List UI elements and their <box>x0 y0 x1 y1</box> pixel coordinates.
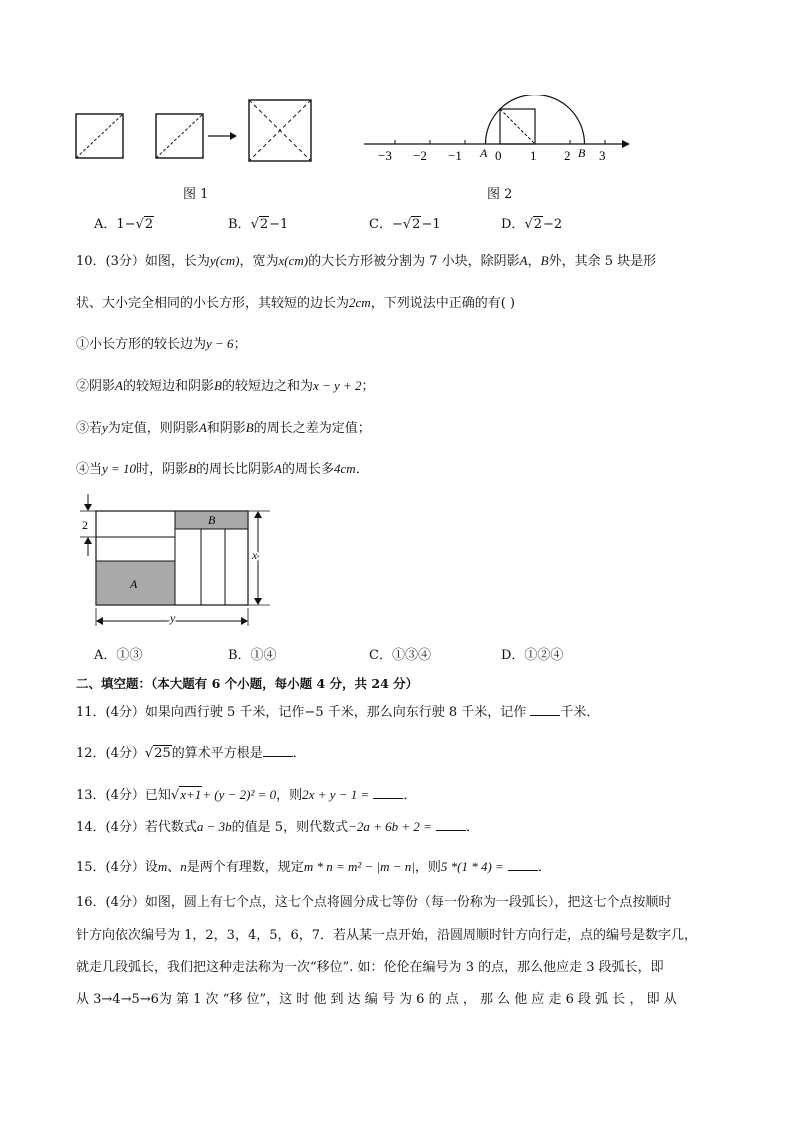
q10-option-d: D．①②④ <box>501 648 564 663</box>
figure-1-drawing <box>70 95 330 165</box>
q10-rectangle-diagram <box>74 492 284 632</box>
tick-label: −1 <box>448 148 462 163</box>
q16-line-2: 针方向依次编号为 1，2，3，4，5，6，7．若从某一点开始，沿圆周顺时针方向行走，点的编号是数字几， <box>76 928 698 943</box>
q15: 15．(4分）设m、n是两个有理数，规定m * n = m² − |m − n|，则5 *(1 * 4) = ． <box>76 859 551 875</box>
tick-label: −3 <box>378 148 392 163</box>
number-line-drawing <box>360 95 640 165</box>
q10-line-2: 状、大小完全相同的小长方形，其较短的边长为2cm，下列说法中正确的有( ) <box>76 295 515 311</box>
q10-option-b: B．①④ <box>228 648 277 663</box>
tick-label: 3 <box>599 148 606 163</box>
tick-label: 1 <box>530 148 537 163</box>
q9-option-d: D．√2−2 <box>501 217 563 232</box>
q16-line-1: 16．(4分）如图，圆上有七个点，这七个点将圆分成七等份（每一份称为一段弧长），把这七个点按顺时 <box>76 895 672 910</box>
figure-2-caption: 图 2 <box>487 187 513 202</box>
q10-option-a: A．①③ <box>94 648 143 663</box>
q9-option-c: C．−√2−1 <box>369 217 441 232</box>
label-y: y <box>170 611 176 625</box>
tick-label: 2 <box>564 148 571 163</box>
q10-statement-2: ②阴影A的较短边和阴影B的较短边之和为x − y + 2； <box>76 378 375 394</box>
section-2-title: 二、填空题：（本大题有 6 个小题，每小题 4 分，共 24 分） <box>76 676 419 691</box>
q10-line-1: 10．(3分）如图，长为y(cm)，宽为x(cm)的大长方形被分割为 7 小块，除阴影A，B外，其余 5 块是形 <box>76 253 657 269</box>
q14: 14．(4分）若代数式a − 3b的值是 5，则代数式−2a + 6b + 2 = ． <box>76 819 480 835</box>
q10-figure <box>74 492 284 632</box>
figure-1 <box>70 95 330 165</box>
tick-label: −2 <box>413 148 427 163</box>
label-2: 2 <box>82 518 88 532</box>
q13: 13．(4分）已知√x+1+ (y − 2)² = 0，则2x + y − 1 = ． <box>76 787 417 803</box>
q10-statement-3: ③若y为定值，则阴影A和阴影B的周长之差为定值； <box>76 420 371 436</box>
figure-2 <box>360 95 640 165</box>
q11: 11．(4分）如果向西行驶 5 千米，记作−5 千米，那么向东行驶 8 千米，记作 千米． <box>76 705 600 720</box>
q10-statement-1: ①小长方形的较长边为y − 6； <box>76 336 247 352</box>
point-a-label: A <box>480 146 488 160</box>
q12: 12．(4分）√25的算术平方根是 ． <box>76 746 306 761</box>
label-a: A <box>130 577 138 591</box>
label-x: x <box>252 548 258 562</box>
q9-option-a: A．1−√2 <box>94 217 154 232</box>
q16-line-3: 就走几段弧长，我们把这种走法称为一次“移位”. 如：伦伦在编号为 3 的点，那么他应走 3 段弧长，即 <box>76 960 664 975</box>
q10-statement-4: ④当y = 10时，阴影B的周长比阴影A的周长多4cm． <box>76 461 369 477</box>
q10-option-c: C．①③④ <box>369 648 431 663</box>
q16-line-4: 从 3→4→5→6为 第 1 次 “移 位”，这 时 他 到 达 编 号 为 6 的 点 ， 那 么 他 应 走 6 段 弧 长 ， 即 从 <box>76 992 677 1007</box>
figure-1-caption: 图 1 <box>183 187 209 202</box>
point-b-label: B <box>578 146 586 160</box>
q9-option-b: B．√2−1 <box>228 217 289 232</box>
label-b: B <box>208 513 216 527</box>
tick-label: 0 <box>495 148 502 163</box>
